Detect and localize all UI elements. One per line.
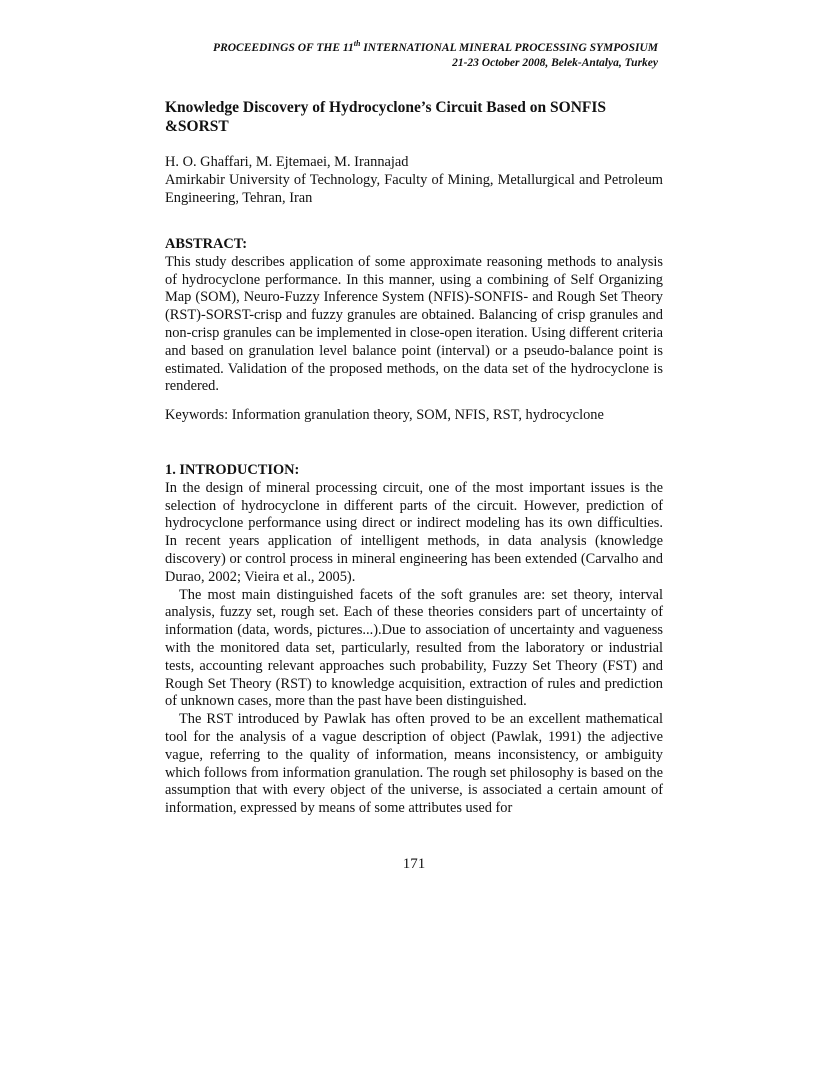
author-affiliation: Amirkabir University of Technology, Faculty of Mining, Metallurgical and Petroleum Engineering, Tehran, Iran xyxy=(165,171,663,206)
proceedings-header xyxy=(98,36,658,71)
introduction-heading: 1. INTRODUCTION: xyxy=(165,462,300,478)
introduction-paragraph-1: In the design of mineral processing circuit, one of the most important issues is the selection of hydrocyclone in different parts of the circuit. However, prediction of hydrocyclone performance using direct or indirect modeling has its own difficulties. In recent years application of intelligent methods, in data analysis (knowledge discovery) or control process in mineral engineering has been extended (Carvalho and Durao, 2002; Vieira et al., 2005). xyxy=(165,479,663,585)
header-line-1-pre: PROCEEDINGS OF THE 11 xyxy=(213,41,354,54)
paper-title xyxy=(165,98,663,136)
header-ordinal-suffix: th xyxy=(353,39,361,48)
abstract-section xyxy=(165,236,663,396)
author-block xyxy=(165,154,663,207)
page-number: 171 xyxy=(402,856,426,872)
header-line-2: 21-23 October 2008, Belek-Antalya, Turkey xyxy=(452,56,658,69)
introduction-paragraph-2: The most main distinguished facets of the soft granules are: set theory, interval analysis, fuzzy set, rough set. Each of these theories considers part of uncertainty of information (data, words, pictures...).Due to association of uncertainty and vagueness with the monitored data set, particularly, resulted from the laboratory or industrial tests, accounting relevant approaches such probability, Fuzzy Set Theory (FST) and Rough Set Theory (RST) to knowledge acquisition, extraction of rules and prediction of unknown cases, more than the past have been distinguished. xyxy=(165,586,663,710)
title-line-2: &SORST xyxy=(165,118,229,135)
author-names: H. O. Ghaffari, M. Ejtemaei, M. Irannajad xyxy=(165,154,409,170)
introduction-paragraph-3: The RST introduced by Pawlak has often proved to be an excellent mathematical tool for the analysis of a vague description of object (Pawlak, 1991) the adjective vague, referring to the quality of information, means inconsistency, or ambiguity which follows from information granulation. The rough set philosophy is based on the assumption that with every object of the universe, is associated a certain amount of information, expressed by means of some attributes used for xyxy=(165,711,663,817)
header-line-1-post: INTERNATIONAL MINERAL PROCESSING SYMPOSIUM xyxy=(360,41,658,54)
abstract-text: This study describes application of some approximate reasoning methods to analysis of hydrocyclone performance. In this manner, using a combining of Self Organizing Map (SOM), Neuro-Fuzzy Inference System (NFIS)-SONFIS- and Rough Set Theory (RST)-SORST-crisp and fuzzy granules are obtained. Balancing of crisp granules and non-crisp granules can be implemented in close-open iteration. Using different criteria and based on granulation level balance point (interval) or a pseudo-balance point is estimated. Validation of the proposed methods, on the data set of the hydrocyclone is rendered. xyxy=(165,253,663,395)
introduction-section xyxy=(165,462,663,818)
keywords-line: Keywords: Information granulation theory, SOM, NFIS, RST, hydrocyclone xyxy=(165,407,604,423)
title-line-1: Knowledge Discovery of Hydrocyclone’s Circuit Based on SONFIS xyxy=(165,99,607,116)
header-line-1 xyxy=(98,36,658,56)
abstract-heading: ABSTRACT: xyxy=(165,236,248,252)
